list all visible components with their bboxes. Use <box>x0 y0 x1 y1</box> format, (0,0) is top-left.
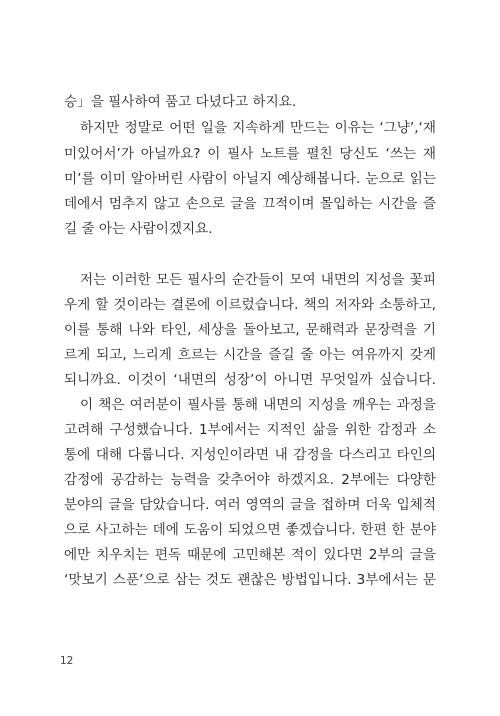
body-line: 길 줄 아는 사람이겠지요. <box>64 221 213 237</box>
body-line: 에만 치우치는 편독 때문에 고민해본 적이 있다면 2부의 글을 <box>64 547 436 563</box>
body-line: 되니까요. 이것이 ‘내면의 성장’이 아니면 무엇일까 싶습니다. <box>64 372 436 388</box>
body-line: 르게 되고, 느리게 흐르는 시간을 즐길 줄 아는 여유까지 갖게 <box>64 347 436 363</box>
body-line: 하지만 정말로 어떤 일을 지속하게 만드는 이유는 ‘그냥’,‘재 <box>80 120 436 136</box>
body-line: 승」을 필사하여 품고 다녔다고 하지요. <box>64 94 297 110</box>
page-number: 12 <box>60 655 74 667</box>
body-line: 미’를 이미 알아버린 사람이 아닐지 예상해봅니다. 눈으로 읽는 <box>64 171 436 187</box>
body-line: 이 책은 여러분이 필사를 통해 내면의 지성을 깨우는 과정을 <box>80 397 436 413</box>
body-line: 으로 사고하는 데에 도움이 되었으면 좋겠습니다. 한편 한 분야 <box>64 522 436 538</box>
body-line: 미있어서’가 아닐까요? 이 필사 노트를 펼친 당신도 ‘쓰는 재 <box>64 146 436 162</box>
body-line: ‘맛보기 스푼’으로 삼는 것도 괜찮은 방법입니다. 3부에서는 문 <box>64 572 436 588</box>
body-line: 저는 이러한 모든 필사의 순간들이 모여 내면의 지성을 꽃피 <box>80 272 436 288</box>
body-line: 통에 대해 다룹니다. 지성인이라면 내 감정을 다스리고 타인의 <box>64 447 436 463</box>
body-line: 감정에 공감하는 능력을 갖추어야 하겠지요. 2부에는 다양한 <box>64 472 436 488</box>
body-line: 데에서 멈추지 않고 손으로 글을 끄적이며 몰입하는 시간을 즐 <box>64 196 436 212</box>
body-line: 분야의 글을 담았습니다. 여러 영역의 글을 접하며 더욱 입체적 <box>64 497 436 513</box>
body-line: 우게 할 것이라는 결론에 이르렀습니다. 책의 저자와 소통하고, <box>64 297 436 313</box>
body-line: 고려해 구성했습니다. 1부에서는 지적인 삶을 위한 감정과 소 <box>64 422 436 438</box>
body-line: 이를 통해 나와 타인, 세상을 돌아보고, 문해력과 문장력을 기 <box>64 322 436 338</box>
